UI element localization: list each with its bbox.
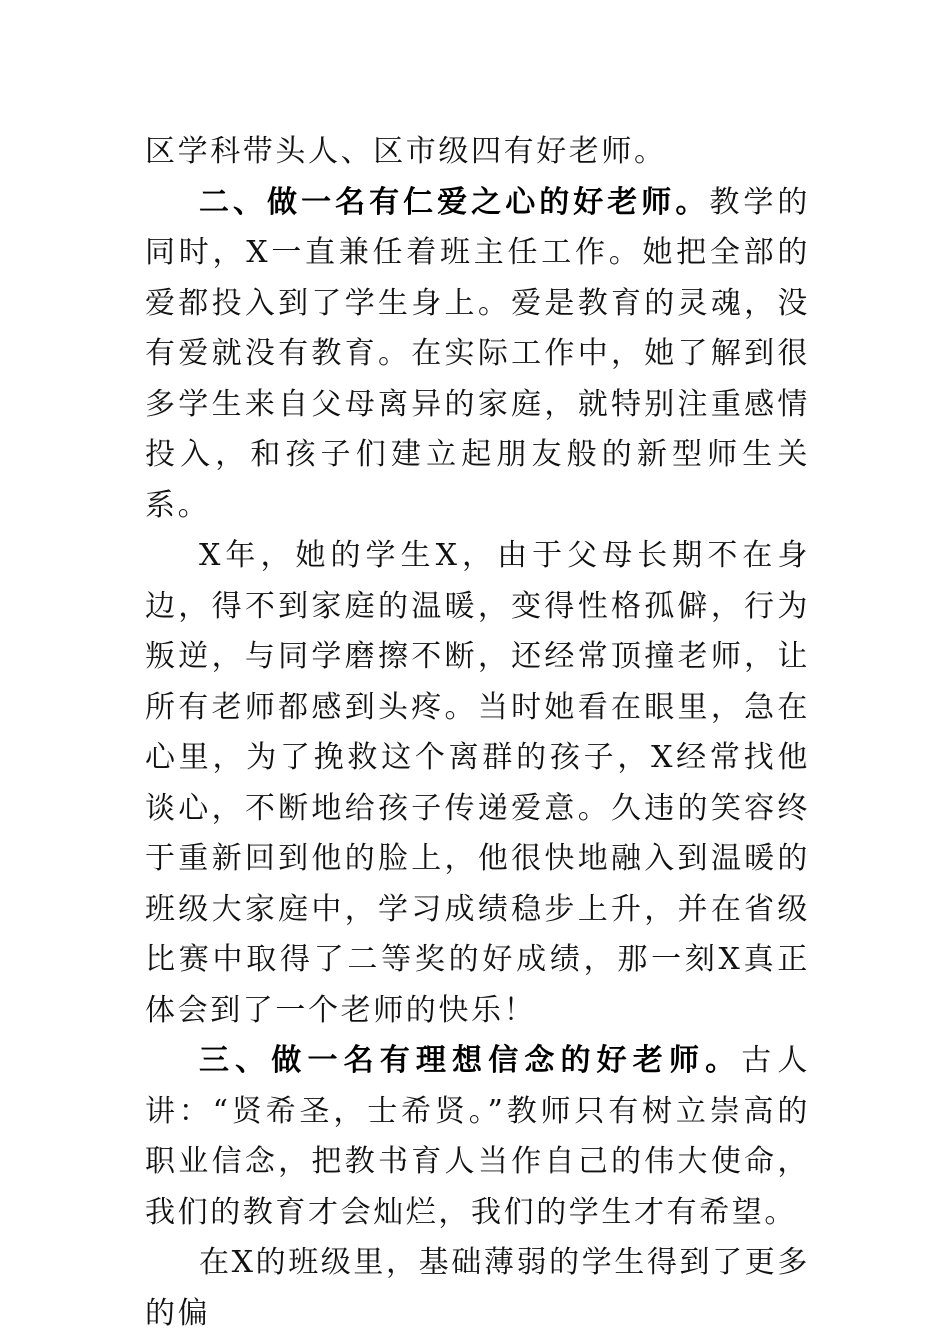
paragraph-text: X年，她的学生X，由于父母长期不在身边，得不到家庭的温暖，变得性格孤僻，行为叛逆，与同学磨擦不断，还经常顶撞老师，让所有老师都感到头疼。当时她看在眼里，急在心里，为了挽救这个离群的孩子，X经常找他谈心，不断地给孩子传递爱意。久违的笑容终于重新回到他的脸上，他很快地融入到温暖的班级大家庭中，学习成绩稳步上升，并在省级比赛中取得了二等奖的好成绩，那一刻X真正体会到了一个老师的快乐！	[145, 538, 810, 1028]
paragraph-4	[145, 1036, 810, 1238]
paragraph-3	[145, 531, 810, 1036]
paragraph-text: 古人讲：“贤希圣，士希贤。”教师只有树立崇高的职业信念，把教书育人当作自己的伟大使命，我们的教育才会灿烂，我们的学生才有希望。	[145, 1043, 810, 1230]
paragraph-text: 区学科带头人、区市级四有好老师。	[145, 134, 667, 169]
paragraph-1	[145, 127, 810, 178]
paragraph-5	[145, 1238, 810, 1339]
paragraph-text: 在X的班级里，基础薄弱的学生得到了更多的偏	[145, 1245, 810, 1331]
document-body	[145, 127, 810, 1339]
section-heading-3: 三、做一名有理想信念的好老师。	[199, 1043, 742, 1078]
paragraph-2	[145, 178, 810, 532]
paragraph-text: 教学的同时，X一直兼任着班主任工作。她把全部的爱都投入到了学生身上。爱是教育的灵魂，没有爱就没有教育。在实际工作中，她了解到很多学生来自父母离异的家庭，就特别注重感情投入，和孩子们建立起朋友般的新型师生关系。	[145, 184, 810, 523]
section-heading-2: 二、做一名有仁爱之心的好老师。	[199, 184, 710, 220]
